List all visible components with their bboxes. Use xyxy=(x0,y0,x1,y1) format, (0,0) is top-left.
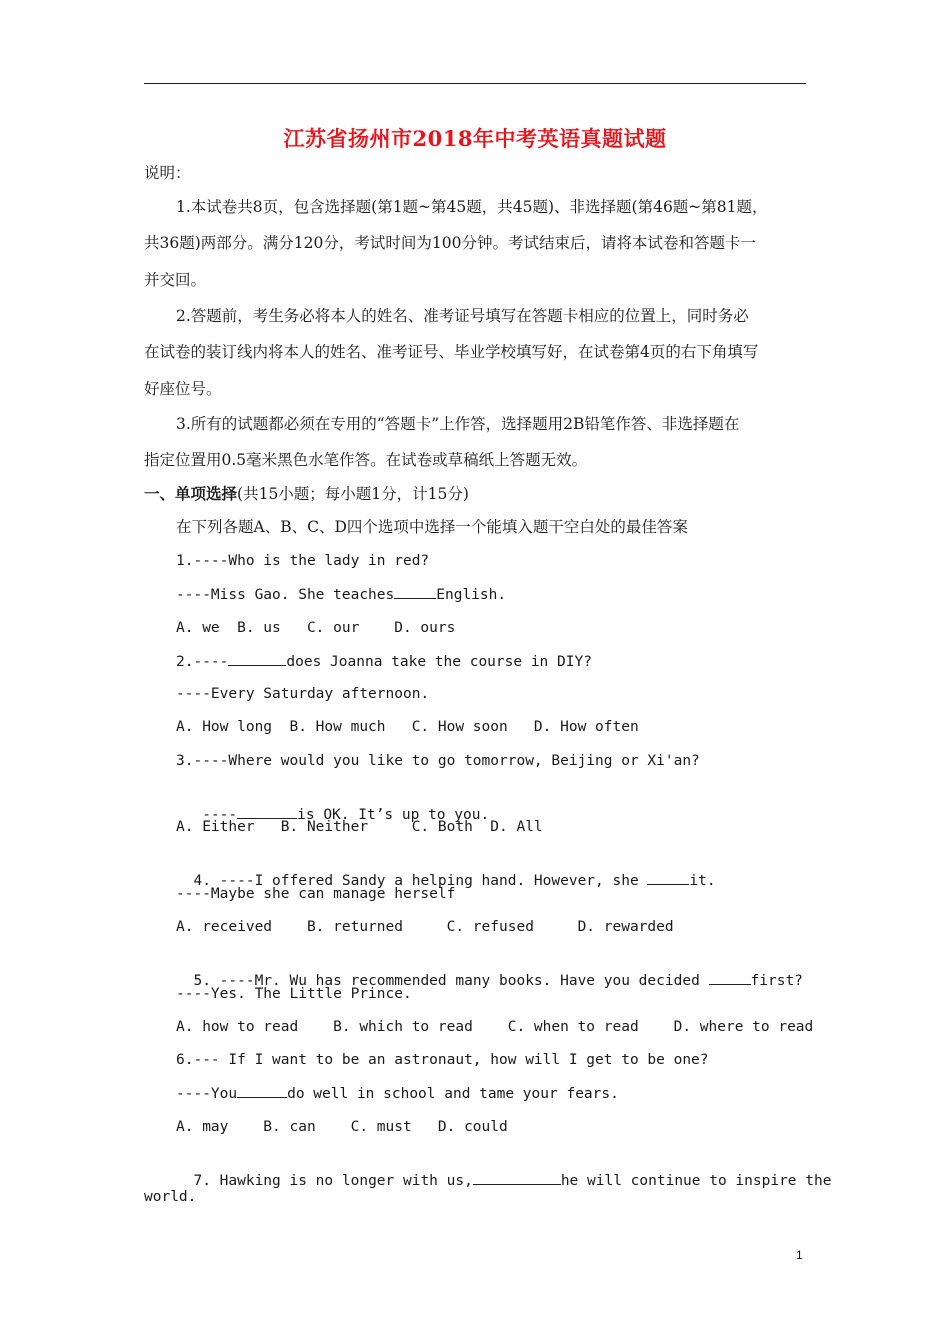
q1-reply-start: ----Miss Gao. She teaches xyxy=(176,587,395,603)
q6-reply-start: ----You xyxy=(176,1086,238,1102)
q3-stem: 3.----Where would you like to go tomorrow, Beijing or Xi'an? xyxy=(176,753,700,769)
intro-p1-line2: 共36题)两部分。满分120分，考试时间为100分钟。考试结束后，请将本试卷和答题卡一 xyxy=(144,234,756,252)
q7-stem xyxy=(176,1150,831,1191)
q2-stem-start: 2.---- xyxy=(176,654,229,670)
q1-reply xyxy=(176,584,506,605)
header-rule xyxy=(144,83,806,84)
answer-blank xyxy=(709,970,751,985)
intro-p3-line2: 指定位置用0.5毫米黑色水笔作答。在试卷或草稿纸上答题无效。 xyxy=(144,451,588,469)
q6-reply xyxy=(176,1083,619,1104)
q4-reply: ----Maybe she can manage herself xyxy=(176,886,456,902)
answer-blank xyxy=(647,870,689,885)
q1-options: A. we B. us C. our D. ours xyxy=(176,620,456,636)
q5-options: A. how to read B. which to read C. when to read D. where to read xyxy=(176,1019,814,1035)
intro-p2-line2: 在试卷的装订线内将本人的姓名、准考证号、毕业学校填写好，在试卷第4页的右下角填写 xyxy=(144,343,759,361)
q5-stem-end: first? xyxy=(750,973,803,989)
q4-stem-end: it. xyxy=(689,873,716,889)
page-number: 1 xyxy=(796,1248,803,1262)
section-note: (共15小题；每小题1分，计15分) xyxy=(237,485,469,503)
section-number: 一、 xyxy=(144,484,176,503)
q4-options: A. received B. returned C. refused D. rewarded xyxy=(176,919,674,935)
q7-continuation: world. xyxy=(144,1189,197,1205)
q6-options: A. may B. can C. must D. could xyxy=(176,1119,508,1135)
q3-reply-end: is OK. It’s up to you. xyxy=(297,807,490,823)
answer-blank xyxy=(228,651,286,666)
q7-stem-end: he will continue to inspire the xyxy=(560,1173,832,1189)
intro-p1-line1: 1.本试卷共8页，包含选择题(第1题~第45题，共45题)、非选择题(第46题~第81题， xyxy=(176,198,768,216)
intro-p2-line1: 2.答题前，考生务必将本人的姓名、准考证号填写在答题卡相应的位置上，同时务必 xyxy=(176,307,749,325)
answer-blank xyxy=(237,1083,287,1098)
section-instruction: 在下列各题A、B、C、D四个选项中选择一个能填入题干空白处的最佳答案 xyxy=(176,518,688,536)
section-heading xyxy=(144,484,469,504)
intro-p2-line3: 好座位号。 xyxy=(144,380,222,398)
q1-stem: 1.----Who is the lady in red? xyxy=(176,553,430,569)
intro-p1-line3: 并交回。 xyxy=(144,271,207,289)
intro-p3-line1: 3.所有的试题都必须在专用的“答题卡”上作答，选择题用2B铅笔作答、非选择题在 xyxy=(176,415,740,433)
q5-reply: ----Yes. The Little Prince. xyxy=(176,986,412,1002)
q3-reply-start: ---- xyxy=(193,807,238,823)
section-name: 单项选择 xyxy=(175,484,238,503)
q2-stem-end: does Joanna take the course in DIY? xyxy=(286,654,592,670)
q1-reply-end: English. xyxy=(436,587,507,603)
q7-stem-start: 7. Hawking is no longer with us, xyxy=(193,1173,473,1189)
q4-stem-start: 4. ----I offered Sandy a helping hand. However, she xyxy=(193,873,648,889)
q6-reply-end: do well in school and tame your fears. xyxy=(287,1086,619,1102)
q2-options: A. How long B. How much C. How soon D. How often xyxy=(176,719,639,735)
q2-reply: ----Every Saturday afternoon. xyxy=(176,686,430,702)
q6-stem: 6.--- If I want to be an astronaut, how will I get to be one? xyxy=(176,1052,709,1068)
answer-blank xyxy=(473,1170,561,1185)
q5-stem-start: 5. ----Mr. Wu has recommended many books. Have you decided xyxy=(193,973,709,989)
q2-stem xyxy=(176,651,592,672)
page-title: 江苏省扬州市2018年中考英语真题试题 xyxy=(283,126,667,151)
answer-blank xyxy=(394,584,436,599)
intro-heading: 说明： xyxy=(144,164,191,182)
q3-options: A. Either B. Neither C. Both D. All xyxy=(176,819,543,835)
